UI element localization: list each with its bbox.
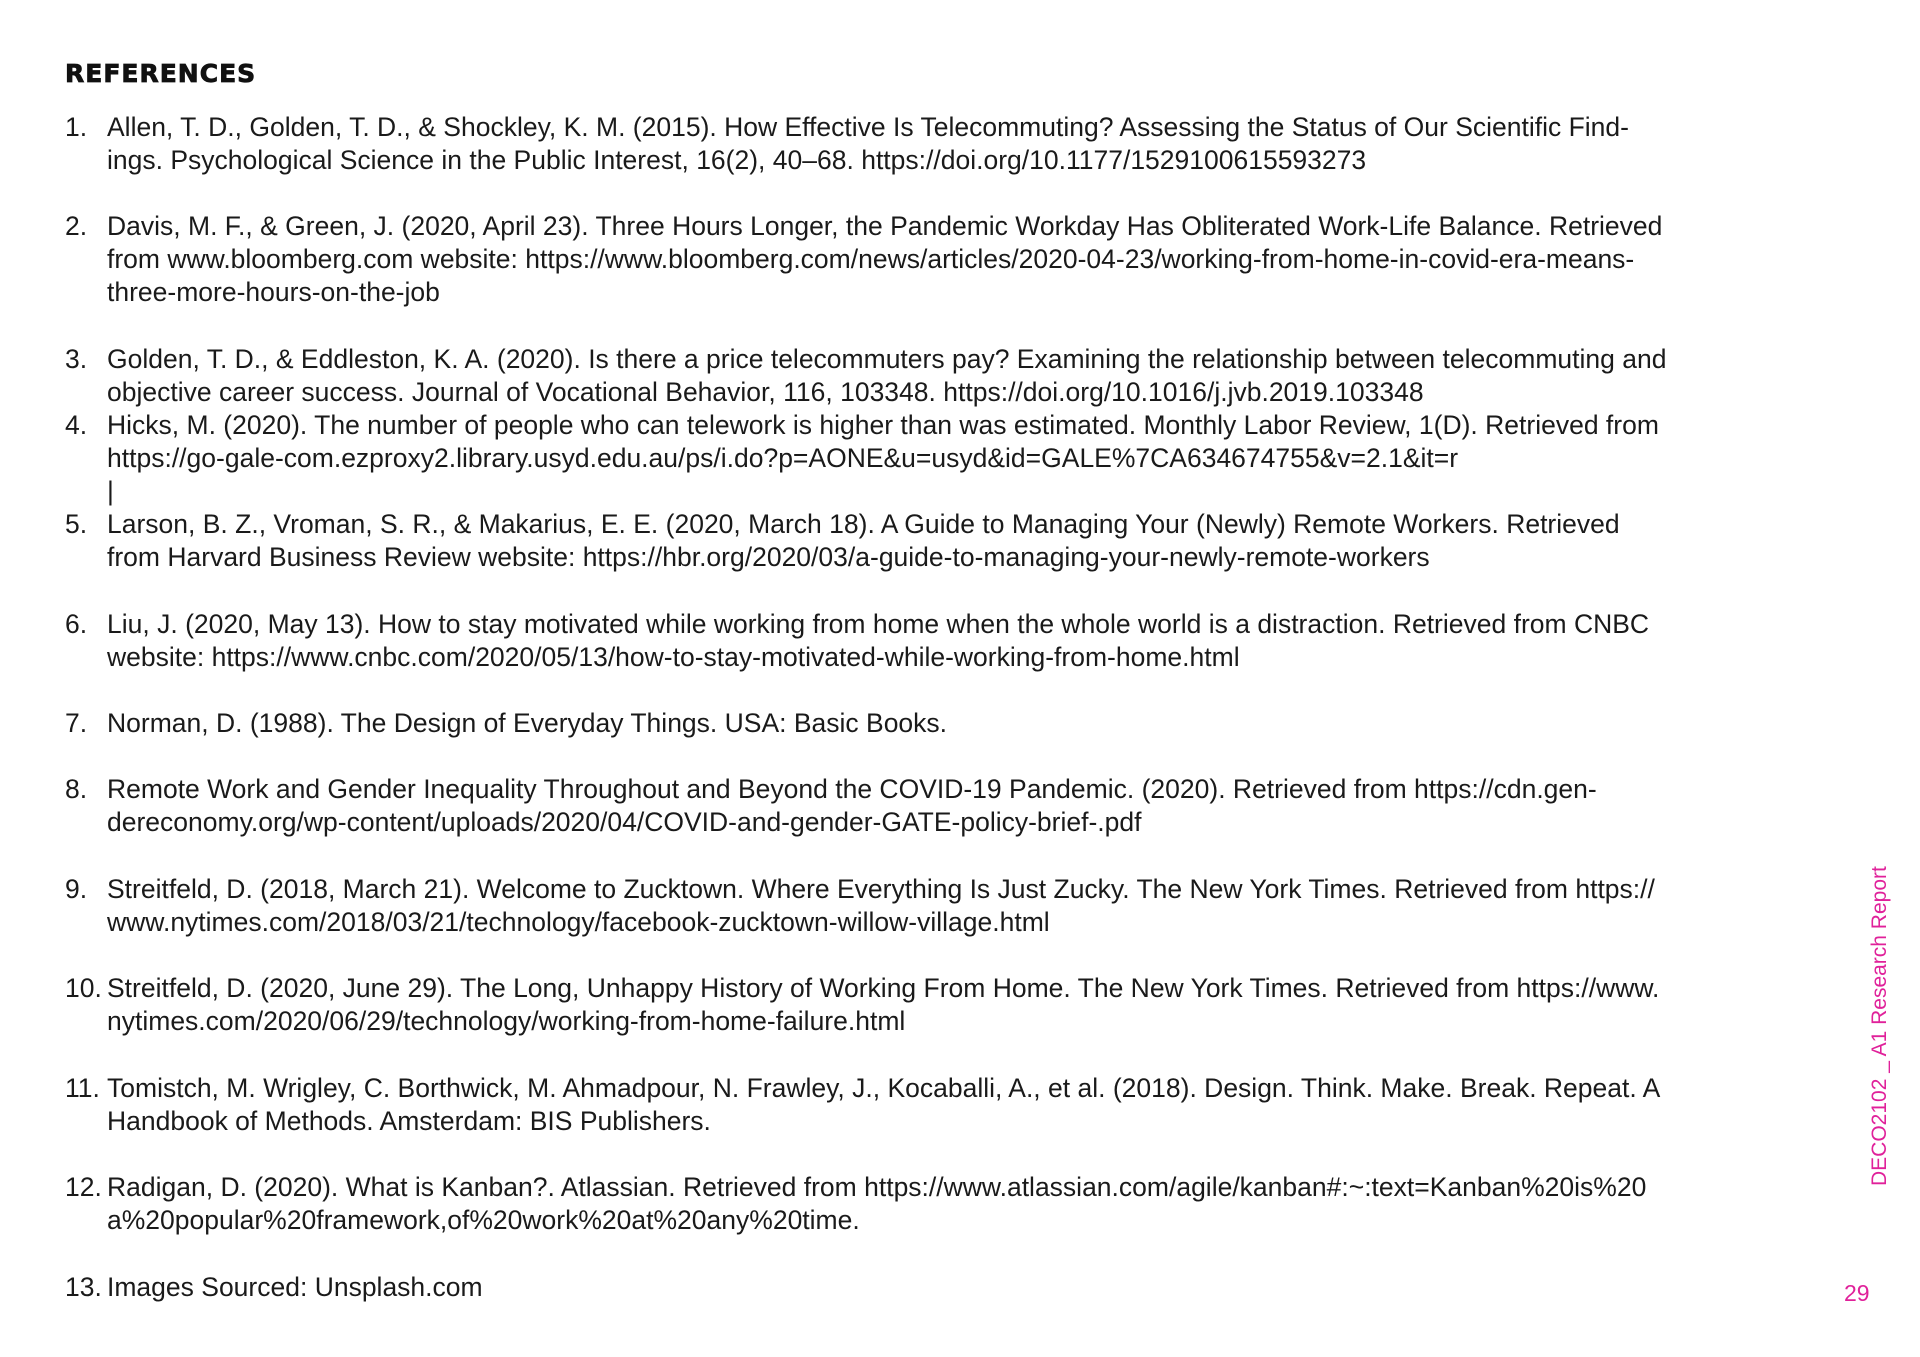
reference-text: Allen, T. D., Golden, T. D., & Shockley, K. M. (2015). How Effective Is Telecommuting? Assessing the Status of Our Scientific Find- ings. Psychological Science in the Public Interest, 16(2), 40–68. https://doi.org/10.1177/1529100615593273	[107, 112, 1629, 176]
reference-text: Norman, D. (1988). The Design of Everyday Things. USA: Basic Books.	[107, 708, 948, 738]
reference-text: Tomistch, M. Wrigley, C. Borthwick, M. Ahmadpour, N. Frawley, J., Kocaballi, A., et al. (2018). Design. Think. Make. Break. Repeat. A Handbook of Methods. Amsterdam: BIS Publishers.	[107, 1073, 1661, 1137]
reference-number: 9.	[65, 874, 88, 904]
reference-item-3	[65, 343, 1745, 409]
report-side-label: DECO2102 _ A1 Research Report	[1868, 866, 1891, 1186]
reference-number: 10.	[65, 973, 102, 1003]
reference-item-8	[65, 773, 1745, 839]
reference-number: 6.	[65, 609, 88, 639]
reference-item-12	[65, 1171, 1745, 1237]
reference-item-10	[65, 972, 1745, 1038]
reference-number: 3.	[65, 344, 88, 374]
reference-text: Streitfeld, D. (2020, June 29). The Long, Unhappy History of Working From Home. The New York Times. Retrieved from https://www. nytimes.com/2020/06/29/technology/working-from-home-failure.html	[107, 973, 1660, 1037]
reference-item-9	[65, 873, 1745, 939]
reference-number: 12.	[65, 1172, 102, 1202]
reference-item-4	[65, 409, 1745, 509]
reference-number: 2.	[65, 211, 88, 241]
reference-number: 5.	[65, 509, 88, 539]
reference-text: Larson, B. Z., Vroman, S. R., & Makarius, E. E. (2020, March 18). A Guide to Managing Your (Newly) Remote Workers. Retrieved from Harvard Business Review website: https://hbr.org/2020/03/a-guide-to-managing-your-newly-remote-workers	[107, 509, 1620, 573]
reference-number: 4.	[65, 410, 88, 440]
reference-number: 7.	[65, 708, 88, 738]
reference-item-6	[65, 608, 1745, 674]
reference-number: 1.	[65, 112, 88, 142]
reference-text: Streitfeld, D. (2018, March 21). Welcome to Zucktown. Where Everything Is Just Zucky. The New York Times. Retrieved from https:// www.nytimes.com/2018/03/21/technology/facebook-zucktown-willow-village.html	[107, 874, 1655, 938]
references-heading: REFERENCES	[65, 59, 257, 88]
reference-text: Radigan, D. (2020). What is Kanban?. Atlassian. Retrieved from https://www.atlassian.com/agile/kanban#:~:text=Kanban%20is%20 a%20popular%20framework,of%20work%20at%20any%20time.	[107, 1172, 1647, 1236]
reference-item-5	[65, 508, 1745, 574]
reference-text: Hicks, M. (2020). The number of people who can telework is higher than was estimated. Monthly Labor Review, 1(D). Retrieved from https://go-gale-com.ezproxy2.library.usyd.edu.au/ps/i.do?p=AONE&u=usyd&id=GALE%7CA634674755&v=2.1&it=r |	[107, 410, 1659, 507]
reference-text: Davis, M. F., & Green, J. (2020, April 23). Three Hours Longer, the Pandemic Workday Has Obliterated Work-Life Balance. Retrieved from www.bloomberg.com website: https://www.bloomberg.com/news/articles/2020-04-23/working-from-home-in-covid-era-means- three-more-hours-on-the-job	[107, 211, 1663, 308]
reference-item-13	[65, 1271, 1745, 1304]
reference-item-7	[65, 707, 1745, 740]
reference-number: 8.	[65, 774, 88, 804]
reference-number: 13.	[65, 1272, 102, 1302]
reference-text: Remote Work and Gender Inequality Throughout and Beyond the COVID-19 Pandemic. (2020). Retrieved from https://cdn.gen- dereconomy.org/wp-content/uploads/2020/04/COVID-and-gender-GATE-policy-brief-.pdf	[107, 774, 1597, 838]
reference-item-2	[65, 210, 1745, 310]
reference-item-11	[65, 1072, 1745, 1138]
reference-text: Golden, T. D., & Eddleston, K. A. (2020). Is there a price telecommuters pay? Examining the relationship between telecommuting and objective career success. Journal of Vocational Behavior, 116, 103348. https://doi.org/10.1016/j.jvb.2019.103348	[107, 344, 1667, 408]
reference-text: Liu, J. (2020, May 13). How to stay motivated while working from home when the whole world is a distraction. Retrieved from CNBC website: https://www.cnbc.com/2020/05/13/how-to-stay-motivated-while-working-from-home.html	[107, 609, 1650, 673]
reference-text: Images Sourced: Unsplash.com	[107, 1272, 483, 1302]
reference-item-1	[65, 111, 1745, 177]
reference-number: 11.	[65, 1073, 100, 1103]
page-number: 29	[1844, 1280, 1870, 1306]
